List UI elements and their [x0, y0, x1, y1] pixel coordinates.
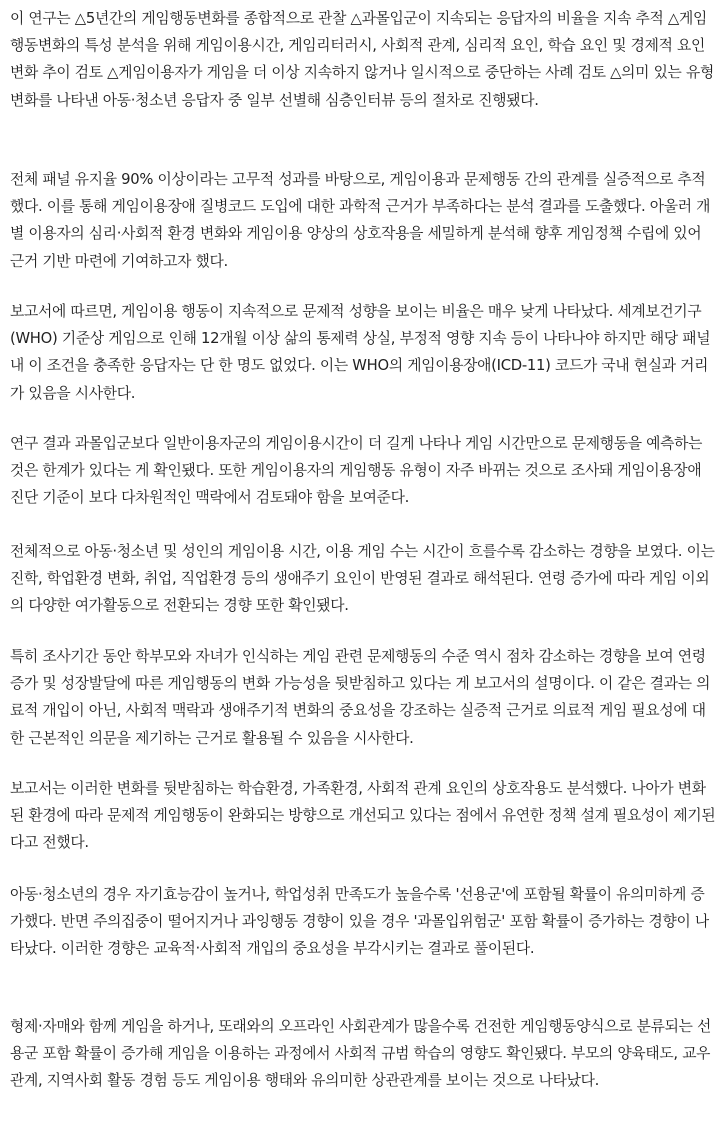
article-paragraph-2: 전체 패널 유지율 90% 이상이라는 고무적 성과를 바탕으로, 게임이용과 문제행동 간의 관계를 실증적으로 추적했다. 이를 통해 게임이용장애 질병코드 도입에 대한 과학적 근거가 부족하다는 분석 결과를 도출했다. 아울러 개별 이용자의 심리·사회적 환경 변화와 게임이용 양상의 상호작용을 세밀하게 분석해 향후 게임정책 수립에 있어 근거 기반 마련에 기여하고자 했다. — [10, 171, 711, 270]
article-paragraph-7: 보고서는 이러한 변화를 뒷받침하는 학습환경, 가족환경, 사회적 관계 요인의 상호작용도 분석했다. 나아가 변화된 환경에 따라 문제적 게임행동이 완화되는 방향으로 개선되고 있다는 점에서 유연한 정책 설계 필요성이 제기된다고 전했다. — [10, 780, 716, 852]
article-paragraph-4: 연구 결과 과몰입군보다 일반이용자군의 게임이용시간이 더 길게 나타나 게임 시간만으로 문제행동을 예측하는 것은 한계가 있다는 게 확인됐다. 또한 게임이용자의 게임행동 유형이 자주 바뀌는 것으로 조사돼 게임이용장애 진단 기준이 보다 다차원적인 맥락에서 검토돼야 함을 보여준다. — [10, 435, 703, 507]
article-paragraph-6: 특히 조사기간 동안 학부모와 자녀가 인식하는 게임 관련 문제행동의 수준 역시 점차 감소하는 경향을 보여 연령 증가 및 성장발달에 따른 게임행동의 변화 가능성을 뒷받침하고 있다는 게 보고서의 설명이다. 이 같은 결과는 의료적 개입이 아닌, 사회적 맥락과 생애주기적 변화의 중요성을 강조하는 실증적 근거로 의료적 게임 필요성에 대한 근본적인 의문을 제기하는 근거로 활용될 수 있음을 시사한다. — [10, 648, 711, 747]
article-paragraph-3: 보고서에 따르면, 게임이용 행동이 지속적으로 문제적 성향을 보이는 비율은 매우 낮게 나타났다. 세계보건기구(WHO) 기준상 게임으로 인해 12개월 이상 삶의 통제력 상실, 부정적 영향 지속 등이 나타나야 하지만 해당 패널 내 이 조건을 충족한 응답자는 단 한 명도 없었다. 이는 WHO의 게임이용장애(ICD-11) 코드가 국내 현실과 거리가 있음을 시사한다. — [10, 303, 711, 402]
article-paragraph-9: 형제·자매와 함께 게임을 하거나, 또래와의 오프라인 사회관계가 많을수록 건전한 게임행동양식으로 분류되는 선용군 포함 확률이 증가해 게임을 이용하는 과정에서 사회적 규범 학습의 영향도 확인됐다. 부모의 양육태도, 교우관계, 지역사회 활동 경험 등도 게임이용 행태와 유의미한 상관관계를 보이는 것으로 나타났다. — [10, 1018, 711, 1090]
article-paragraph-8: 아동·청소년의 경우 자기효능감이 높거나, 학업성취 만족도가 높을수록 '선용군'에 포함될 확률이 유의미하게 증가했다. 반면 주의집중이 떨어지거나 과잉행동 경향이 있을 경우 '과몰입위험군' 포함 확률이 증가하는 경향이 나타났다. 이러한 경향은 교육적·사회적 개입의 중요성을 부각시키는 결과로 풀이된다. — [10, 886, 709, 958]
article-paragraph-5: 전체적으로 아동·청소년 및 성인의 게임이용 시간, 이용 게임 수는 시간이 흐를수록 감소하는 경향을 보였다. 이는 진학, 학업환경 변화, 취업, 직업환경 등의 생애주기 요인이 반영된 결과로 해석된다. 연령 증가에 따라 게임 이외의 다양한 여가활동으로 전환되는 경향 또한 확인됐다. — [10, 543, 715, 615]
article-paragraph-1: 이 연구는 △5년간의 게임행동변화를 종합적으로 관찰 △과몰입군이 지속되는 응답자의 비율을 지속 추적 △게임행동변화의 특성 분석을 위해 게임이용시간, 게임리터러시, 사회적 관계, 심리적 요인, 학습 요인 및 경제적 요인 변화 추이 검토 △게임이용자가 게임을 더 이상 지속하지 않거나 일시적으로 중단하는 사례 검토 △의미 있는 유형변화를 나타낸 아동·청소년 응답자 중 일부 선별해 심층인터뷰 등의 절차로 진행됐다. — [10, 10, 714, 109]
